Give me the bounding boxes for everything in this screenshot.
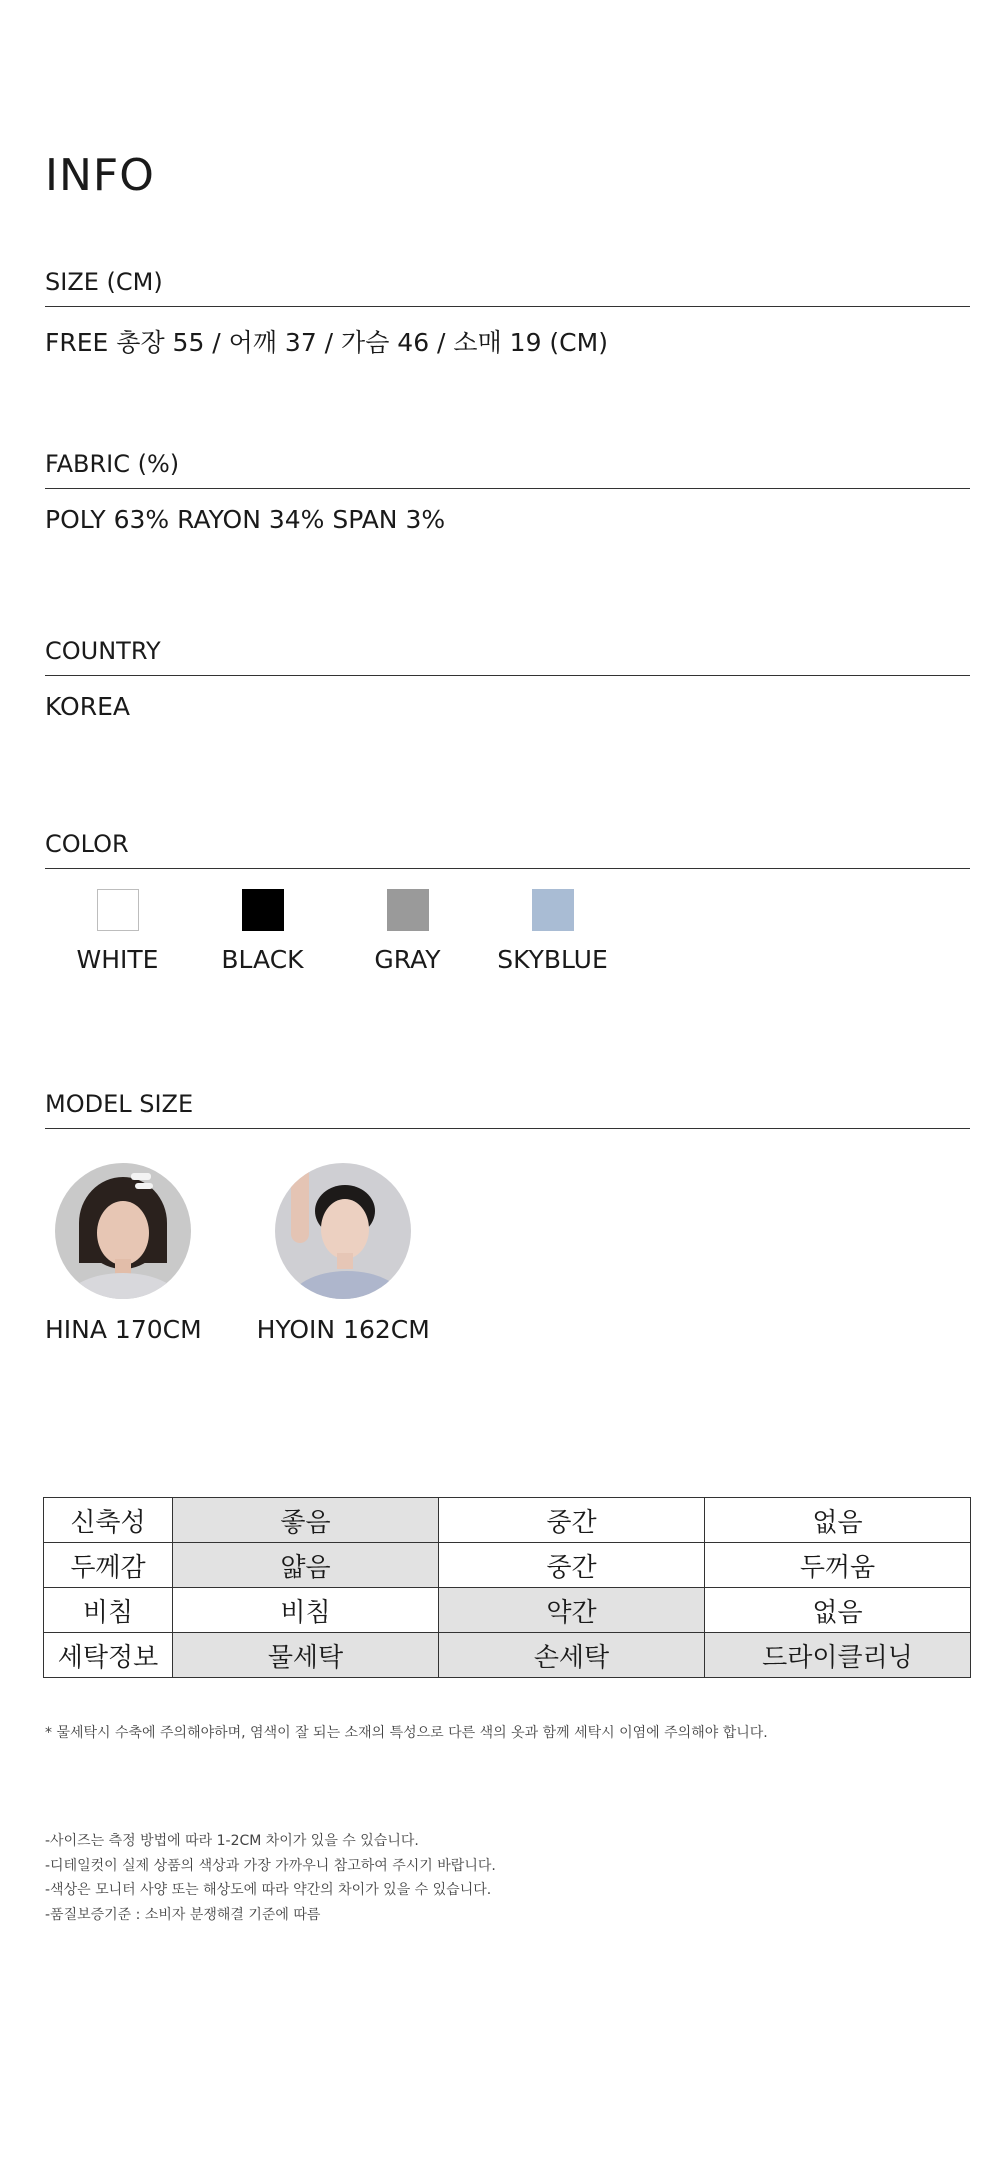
table-cell: 물세탁 <box>173 1633 439 1678</box>
table-cell: 없음 <box>705 1498 971 1543</box>
color-section <box>45 830 970 974</box>
spec-table <box>43 1497 971 1678</box>
table-cell: 비침 <box>173 1588 439 1633</box>
model-label: HYOIN 162CM <box>256 1315 430 1344</box>
note-item: -품질보증기준 : 소비자 분쟁해결 기준에 따름 <box>45 1906 321 1923</box>
table-cell: 약간 <box>439 1588 705 1633</box>
country-value: KOREA <box>45 692 130 721</box>
color-label: GRAY <box>374 945 441 974</box>
table-cell: 드라이클리닝 <box>705 1633 971 1678</box>
table-cell: 없음 <box>705 1588 971 1633</box>
wash-note: * 물세탁시 수축에 주의해야하며, 염색이 잘 되는 소재의 특성으로 다른 색의 옷과 함께 세탁시 이염에 주의해야 합니다. <box>45 1725 768 1741</box>
notes-list <box>45 1829 496 1927</box>
table-cell: 손세탁 <box>439 1633 705 1678</box>
model-list <box>45 1163 970 1344</box>
table-cell: 중간 <box>439 1498 705 1543</box>
country-heading: COUNTRY <box>45 637 970 676</box>
color-chip <box>387 889 429 931</box>
row-label: 비침 <box>44 1588 173 1633</box>
table-row <box>44 1633 971 1678</box>
fabric-heading: FABRIC (%) <box>45 450 970 489</box>
row-label: 신축성 <box>44 1498 173 1543</box>
note-item: -색상은 모니터 사양 또는 해상도에 따라 약간의 차이가 있을 수 있습니다. <box>45 1882 492 1898</box>
fabric-value: POLY 63% RAYON 34% SPAN 3% <box>45 505 446 534</box>
model-label: HINA 170CM <box>45 1315 202 1344</box>
table-cell: 좋음 <box>173 1498 439 1543</box>
table-row <box>44 1498 971 1543</box>
row-label: 두께감 <box>44 1543 173 1588</box>
model-photo <box>275 1163 411 1299</box>
table-row <box>44 1588 971 1633</box>
model-photo <box>55 1163 191 1299</box>
color-swatch-skyblue <box>480 889 625 974</box>
table-cell: 중간 <box>439 1543 705 1588</box>
color-label: SKYBLUE <box>497 945 608 974</box>
country-section <box>45 637 970 721</box>
color-swatch-black <box>190 889 335 974</box>
color-label: WHITE <box>76 945 159 974</box>
color-chip <box>532 889 574 931</box>
table-cell: 두꺼움 <box>705 1543 971 1588</box>
note-item: -사이즈는 측정 방법에 따라 1-2CM 차이가 있을 수 있습니다. <box>45 1833 419 1849</box>
color-swatch-gray <box>335 889 480 974</box>
size-heading: SIZE (CM) <box>45 268 970 307</box>
row-label: 세탁정보 <box>44 1633 173 1678</box>
color-chip <box>242 889 284 931</box>
table-row <box>44 1543 971 1588</box>
note-item: -디테일컷이 실제 상품의 색상과 가장 가까우니 참고하여 주시기 바랍니다. <box>45 1857 496 1874</box>
color-heading: COLOR <box>45 830 970 869</box>
model-hina <box>45 1163 202 1344</box>
table-cell: 얇음 <box>173 1543 439 1588</box>
color-swatch-white <box>45 889 190 974</box>
color-swatches <box>45 889 970 974</box>
model-hyoin <box>257 1163 430 1344</box>
size-section <box>45 268 970 359</box>
color-chip <box>97 889 139 931</box>
page-title: INFO <box>45 150 155 201</box>
size-value: FREE 총장 55 / 어깨 37 / 가슴 46 / 소매 19 (CM) <box>45 328 608 357</box>
fabric-section <box>45 450 970 534</box>
model-section <box>45 1090 970 1344</box>
color-label: BLACK <box>221 945 304 974</box>
model-heading: MODEL SIZE <box>45 1090 970 1129</box>
